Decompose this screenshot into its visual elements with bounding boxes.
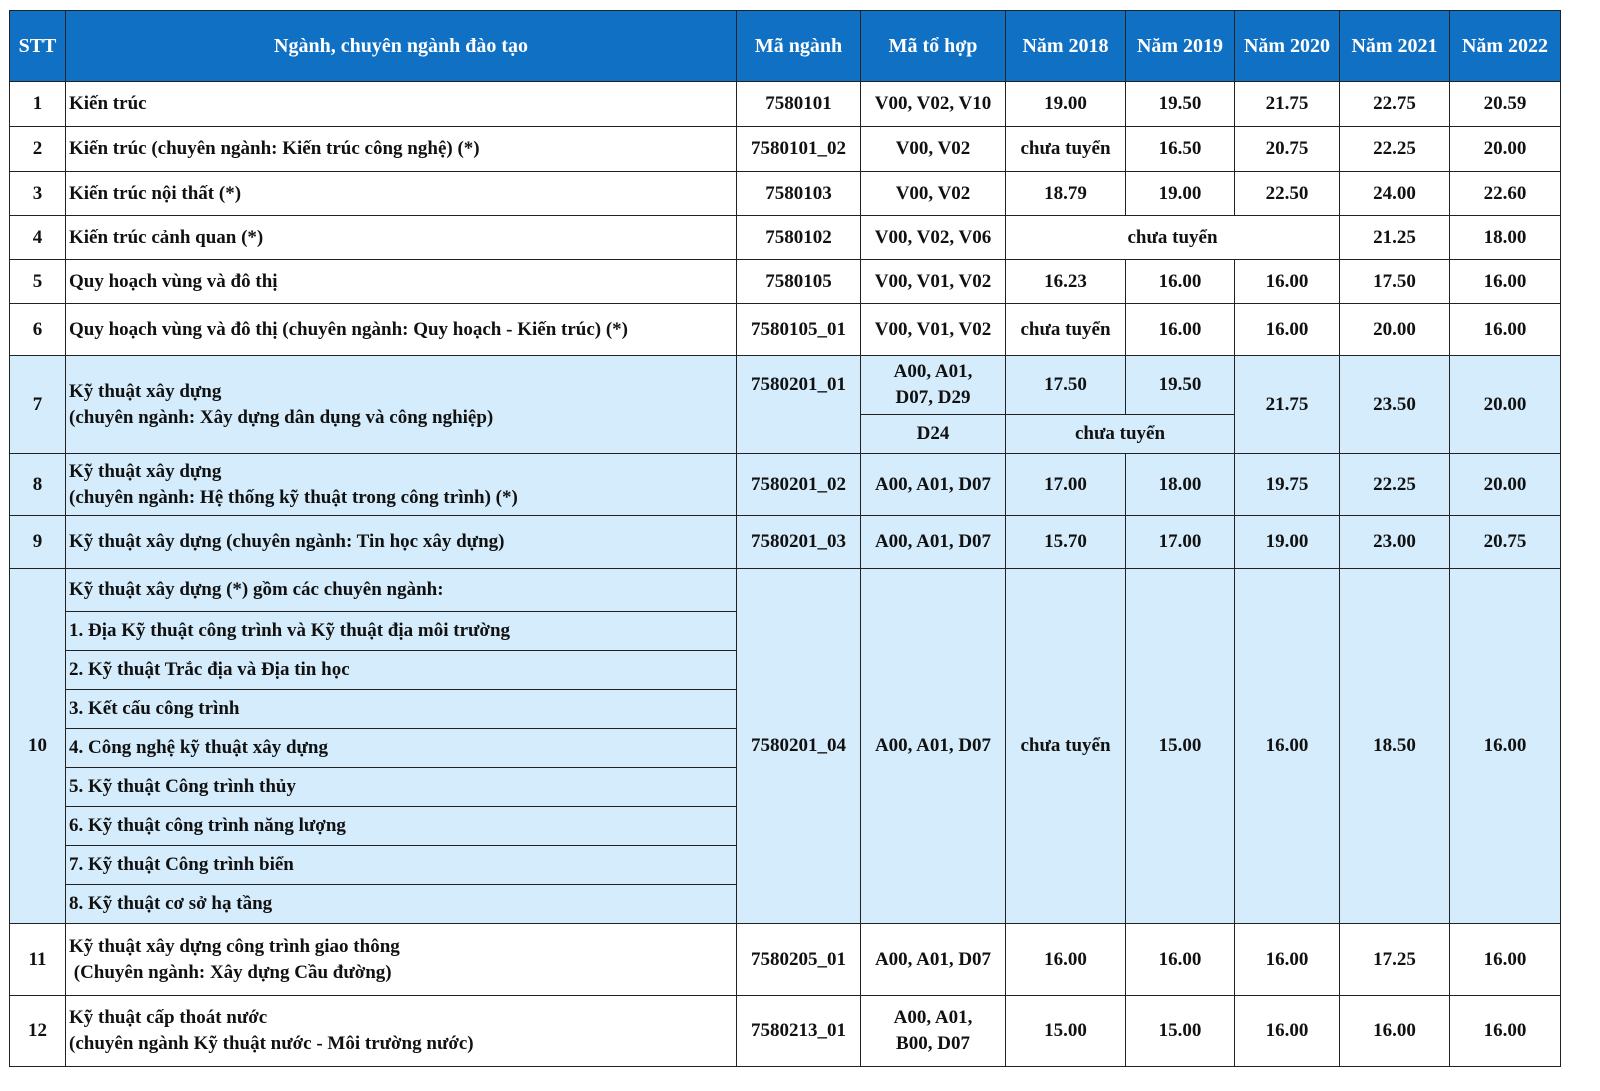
score-2019-cell: 16.00 <box>1126 260 1235 304</box>
table-row <box>10 304 1561 356</box>
header-ma-to-hop: Mã tổ hợp <box>861 11 1006 82</box>
score-2020-cell: 19.75 <box>1235 454 1340 516</box>
score-2019-cell: 19.50 <box>1126 82 1235 127</box>
header-year-2019: Năm 2019 <box>1126 11 1235 82</box>
score-2022-cell: 16.00 <box>1450 304 1561 356</box>
header-year-2018: Năm 2018 <box>1006 11 1126 82</box>
score-2022-cell: 16.00 <box>1450 260 1561 304</box>
score-2021-cell: 22.75 <box>1340 82 1450 127</box>
score-2022-cell: 20.75 <box>1450 516 1561 569</box>
score-2018-cell: 17.50 <box>1006 356 1126 415</box>
program-code-cell: 7580101 <box>737 82 861 127</box>
program-code-cell: 7580201_01 <box>737 356 861 454</box>
score-2018-cell: 15.70 <box>1006 516 1126 569</box>
score-2020-cell: 16.00 <box>1235 304 1340 356</box>
program-name-line: Kỹ thuật xây dựng công trình giao thông <box>69 935 400 957</box>
score-2021-cell: 22.25 <box>1340 454 1450 516</box>
stt-cell: 10 <box>10 569 66 924</box>
score-2018-2020-cell: chưa tuyển <box>1006 216 1340 260</box>
admission-scores-table <box>9 10 1561 1067</box>
stt-cell: 12 <box>10 996 66 1067</box>
program-code-cell: 7580103 <box>737 172 861 216</box>
program-name-cell: Kiến trúc (chuyên ngành: Kiến trúc công nghệ) (*) <box>66 127 737 172</box>
program-name-cell <box>66 454 737 516</box>
score-2020-cell: 16.00 <box>1235 924 1340 996</box>
program-name-cell: Quy hoạch vùng và đô thị <box>66 260 737 304</box>
score-2022-cell: 20.00 <box>1450 127 1561 172</box>
score-2019-cell: 18.00 <box>1126 454 1235 516</box>
table-row <box>10 356 1561 415</box>
score-2021-cell: 17.25 <box>1340 924 1450 996</box>
program-code-cell: 7580213_01 <box>737 996 861 1067</box>
score-2019-cell: 16.00 <box>1126 304 1235 356</box>
stt-cell: 7 <box>10 356 66 454</box>
subject-combo-cell <box>861 356 1006 415</box>
score-2019-cell: 19.50 <box>1126 356 1235 415</box>
header-stt: STT <box>10 11 66 82</box>
specialization-cell: 2. Kỹ thuật Trắc địa và Địa tin học <box>66 651 737 690</box>
score-2019-cell: 16.50 <box>1126 127 1235 172</box>
program-name-cell <box>66 924 737 996</box>
stt-cell: 1 <box>10 82 66 127</box>
subject-combo-line: B00, D07 <box>896 1033 970 1054</box>
subject-combo-cell: A00, A01, D07 <box>861 516 1006 569</box>
stt-cell: 5 <box>10 260 66 304</box>
program-name-cell: Kiến trúc cảnh quan (*) <box>66 216 737 260</box>
stt-cell: 6 <box>10 304 66 356</box>
program-name-line: Kỹ thuật cấp thoát nước <box>69 1007 268 1028</box>
score-2018-cell: chưa tuyển <box>1006 569 1126 924</box>
score-2020-cell: 21.75 <box>1235 356 1340 454</box>
program-code-cell: 7580105 <box>737 260 861 304</box>
score-2021-cell: 23.00 <box>1340 516 1450 569</box>
program-code-cell: 7580201_02 <box>737 454 861 516</box>
score-2022-cell: 18.00 <box>1450 216 1561 260</box>
score-2018-cell: chưa tuyển <box>1006 304 1126 356</box>
subject-combo-cell: V00, V01, V02 <box>861 260 1006 304</box>
program-name-cell <box>66 356 737 454</box>
specialization-cell: 4. Công nghệ kỹ thuật xây dựng <box>66 729 737 768</box>
program-name-cell: Kiến trúc <box>66 82 737 127</box>
subject-combo-line: A00, A01, <box>893 1007 973 1028</box>
program-name-line: Kỹ thuật xây dựng <box>69 460 222 482</box>
score-2019-cell: 15.00 <box>1126 996 1235 1067</box>
program-code-cell: 7580102 <box>737 216 861 260</box>
score-2021-cell: 21.25 <box>1340 216 1450 260</box>
score-2018-cell: 18.79 <box>1006 172 1126 216</box>
subject-combo-line: D07, D29 <box>895 387 971 408</box>
table-row <box>10 172 1561 216</box>
score-2018-cell: 19.00 <box>1006 82 1126 127</box>
program-name-line: Kỹ thuật xây dựng <box>69 380 222 402</box>
table-row <box>10 924 1561 996</box>
table-row <box>10 996 1561 1067</box>
table-row <box>10 454 1561 516</box>
score-2022-cell: 20.59 <box>1450 82 1561 127</box>
program-name-cell <box>66 996 737 1067</box>
stt-cell: 4 <box>10 216 66 260</box>
subject-combo-line: A00, A01, <box>893 361 973 382</box>
score-2018-cell: 17.00 <box>1006 454 1126 516</box>
subject-combo-cell: A00, A01, D07 <box>861 924 1006 996</box>
score-2021-cell: 17.50 <box>1340 260 1450 304</box>
program-code-cell: 7580205_01 <box>737 924 861 996</box>
score-2022-cell: 16.00 <box>1450 924 1561 996</box>
subject-combo-cell: V00, V02 <box>861 172 1006 216</box>
score-2022-cell: 16.00 <box>1450 996 1561 1067</box>
program-code-cell: 7580201_04 <box>737 569 861 924</box>
score-2019-cell: 17.00 <box>1126 516 1235 569</box>
stt-cell: 8 <box>10 454 66 516</box>
header-ma-nganh: Mã ngành <box>737 11 861 82</box>
score-2021-cell: 24.00 <box>1340 172 1450 216</box>
score-2021-cell: 16.00 <box>1340 996 1450 1067</box>
program-name-subline: (chuyên ngành Kỹ thuật nước - Môi trường nước) <box>69 1033 474 1054</box>
header-year-2020: Năm 2020 <box>1235 11 1340 82</box>
subject-combo-cell: V00, V02, V10 <box>861 82 1006 127</box>
subject-combo-cell: V00, V02, V06 <box>861 216 1006 260</box>
subject-combo-cell: V00, V01, V02 <box>861 304 1006 356</box>
subject-combo-cell: A00, A01, D07 <box>861 569 1006 924</box>
program-name-subline: (Chuyên ngành: Xây dựng Cầu đường) <box>69 961 392 983</box>
score-2018-cell: 15.00 <box>1006 996 1126 1067</box>
program-code-cell: 7580105_01 <box>737 304 861 356</box>
stt-cell: 2 <box>10 127 66 172</box>
score-2020-cell: 16.00 <box>1235 260 1340 304</box>
specialization-cell: 8. Kỹ thuật cơ sở hạ tầng <box>66 885 737 924</box>
score-2020-cell: 21.75 <box>1235 82 1340 127</box>
table-row <box>10 216 1561 260</box>
score-2020-cell: 16.00 <box>1235 569 1340 924</box>
table-row <box>10 127 1561 172</box>
score-2018-cell: 16.00 <box>1006 924 1126 996</box>
score-2020-cell: 16.00 <box>1235 996 1340 1067</box>
subject-combo-cell: A00, A01, D07 <box>861 454 1006 516</box>
header-year-2022: Năm 2022 <box>1450 11 1561 82</box>
table-row <box>10 82 1561 127</box>
score-2020-cell: 19.00 <box>1235 516 1340 569</box>
header-row <box>10 11 1561 82</box>
specialization-cell: 1. Địa Kỹ thuật công trình và Kỹ thuật địa môi trường <box>66 612 737 651</box>
subject-combo-cell: D24 <box>861 415 1006 454</box>
score-2022-cell: 22.60 <box>1450 172 1561 216</box>
specialization-cell: 3. Kết cấu công trình <box>66 690 737 729</box>
specialization-cell: 5. Kỹ thuật Công trình thủy <box>66 768 737 807</box>
program-name-cell: Kiến trúc nội thất (*) <box>66 172 737 216</box>
stt-cell: 3 <box>10 172 66 216</box>
subject-combo-cell: V00, V02 <box>861 127 1006 172</box>
program-code-cell: 7580101_02 <box>737 127 861 172</box>
specialization-cell: 6. Kỹ thuật công trình năng lượng <box>66 807 737 846</box>
score-2022-cell: 20.00 <box>1450 356 1561 454</box>
program-code-cell: 7580201_03 <box>737 516 861 569</box>
score-2020-cell: 22.50 <box>1235 172 1340 216</box>
score-2020-cell: 20.75 <box>1235 127 1340 172</box>
score-2021-cell: 22.25 <box>1340 127 1450 172</box>
score-2022-cell: 20.00 <box>1450 454 1561 516</box>
program-name-cell: Kỹ thuật xây dựng (*) gồm các chuyên ngành: <box>66 569 737 612</box>
header-nganh: Ngành, chuyên ngành đào tạo <box>66 11 737 82</box>
program-name-subline: (chuyên ngành: Xây dựng dân dụng và công nghiệp) <box>69 406 494 428</box>
score-2018-cell: chưa tuyển <box>1006 127 1126 172</box>
subject-combo-cell <box>861 996 1006 1067</box>
score-2018-cell: 16.23 <box>1006 260 1126 304</box>
score-2018-2019-cell: chưa tuyển <box>1006 415 1235 454</box>
program-name-cell: Quy hoạch vùng và đô thị (chuyên ngành: Quy hoạch - Kiến trúc) (*) <box>66 304 737 356</box>
header-year-2021: Năm 2021 <box>1340 11 1450 82</box>
score-2021-cell: 20.00 <box>1340 304 1450 356</box>
stt-cell: 9 <box>10 516 66 569</box>
score-2019-cell: 15.00 <box>1126 569 1235 924</box>
program-name-cell: Kỹ thuật xây dựng (chuyên ngành: Tin học xây dựng) <box>66 516 737 569</box>
score-2019-cell: 19.00 <box>1126 172 1235 216</box>
specialization-cell: 7. Kỹ thuật Công trình biển <box>66 846 737 885</box>
table-row <box>10 569 1561 612</box>
stt-cell: 11 <box>10 924 66 996</box>
score-2021-cell: 23.50 <box>1340 356 1450 454</box>
table-row <box>10 516 1561 569</box>
table-row <box>10 260 1561 304</box>
score-2022-cell: 16.00 <box>1450 569 1561 924</box>
admission-scores-table-container <box>9 10 1561 1067</box>
score-2021-cell: 18.50 <box>1340 569 1450 924</box>
program-name-subline: (chuyên ngành: Hệ thống kỹ thuật trong công trình) (*) <box>69 486 518 508</box>
score-2019-cell: 16.00 <box>1126 924 1235 996</box>
